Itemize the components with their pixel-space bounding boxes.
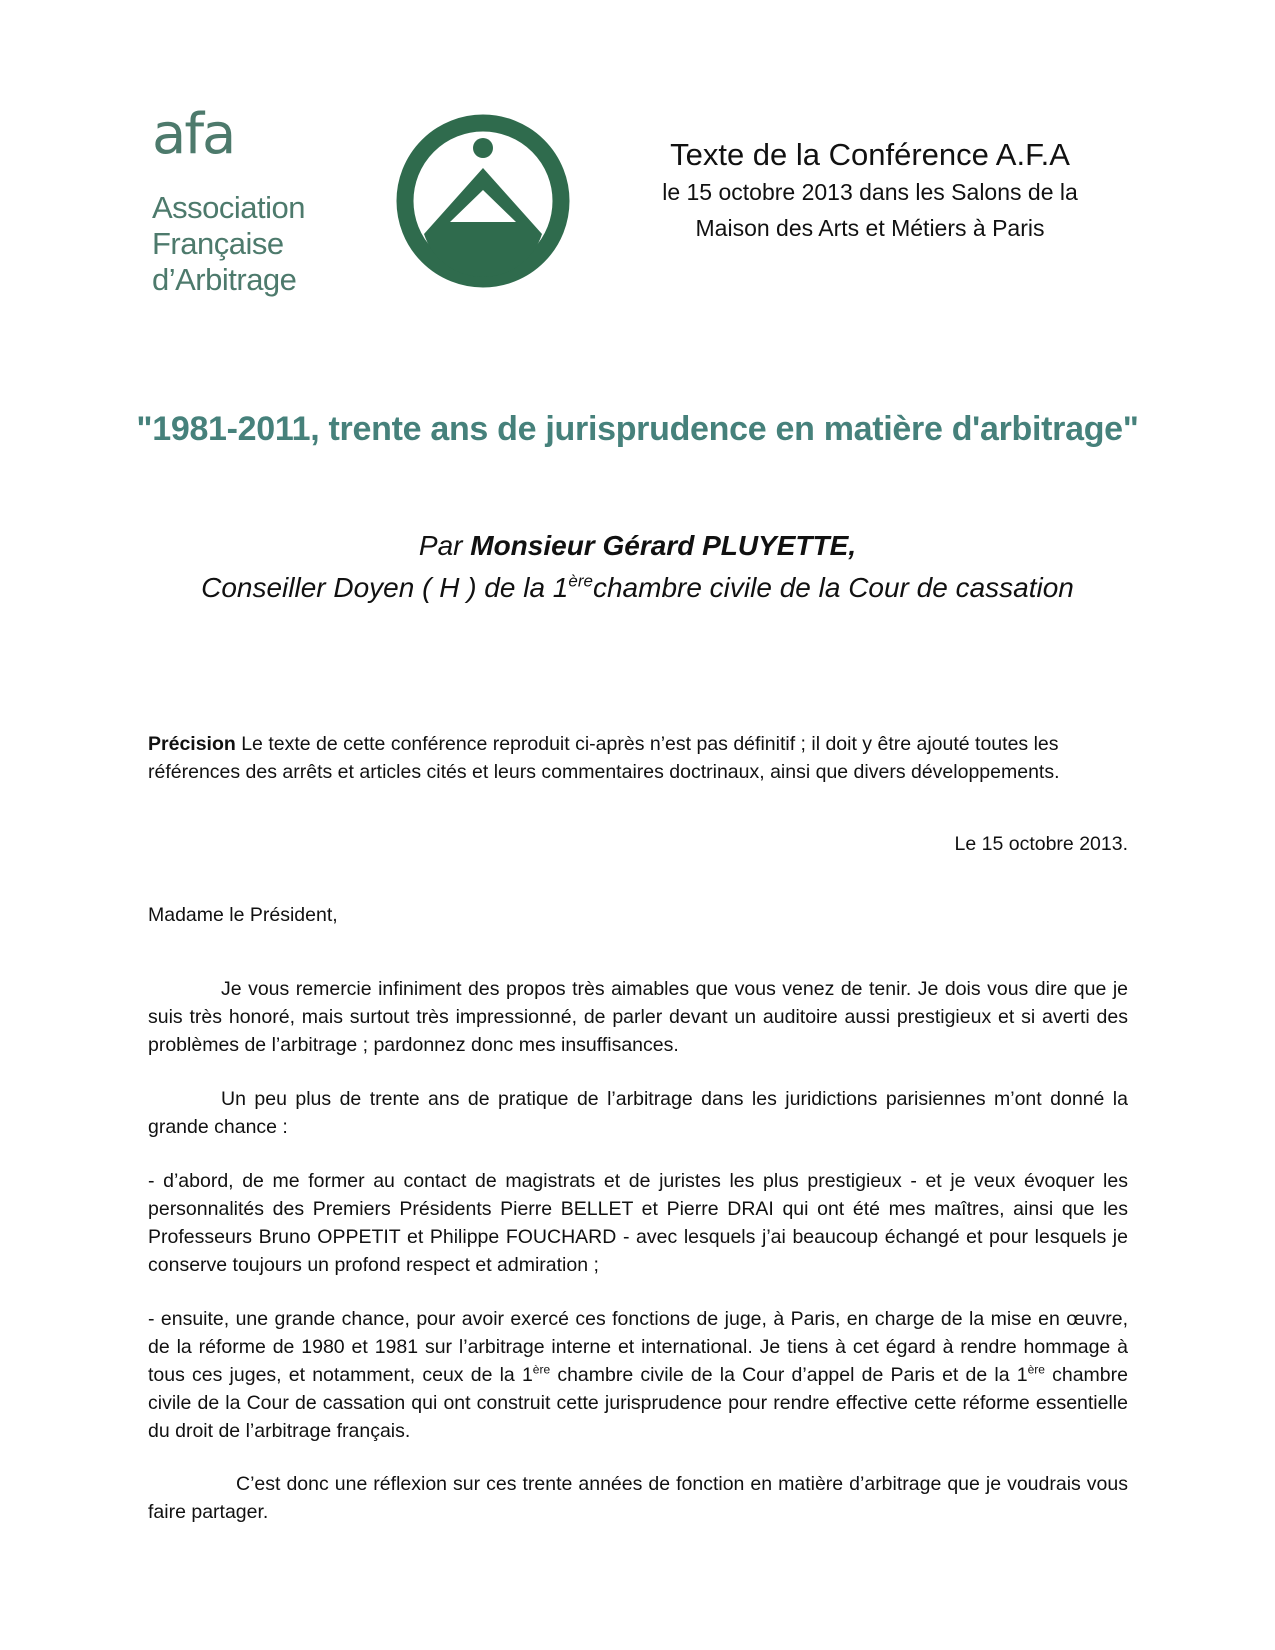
paragraph: Je vous remercie infiniment des propos très aimables que vous venez de tenir. Je dois vous dire que je suis très honoré, mais surtout très impressionné, de parler devant un auditoire aussi prestigieux et si averti des problèmes de l’arbitrage ; pardonnez donc mes insuffisances. — [148, 978, 1128, 1056]
precision-note — [148, 730, 1128, 786]
document-title: "1981-2011, trente ans de jurisprudence en matière d'arbitrage" — [136, 410, 1139, 448]
paragraph-text: chambre civile de la Cour de cassation qui ont construit cette jurisprudence pour rendre effective cette réforme essentielle du droit de l’arbitrage français. — [148, 1364, 1128, 1442]
author-prefix: Par — [418, 530, 471, 561]
precision-text: Le texte de cette conférence reproduit ci-après n’est pas définitif ; il doit y être ajouté toutes les références des arrêts et articles cités et leurs commentaires doctrinaux, ainsi que divers développements. — [148, 733, 1060, 783]
author-name: Monsieur Gérard PLUYETTE, — [470, 530, 857, 561]
afa-logo — [152, 102, 306, 298]
conference-header — [620, 136, 1120, 246]
author-block — [0, 525, 1275, 609]
logo-name-line: d’Arbitrage — [152, 262, 297, 297]
paragraph-sup: ère — [532, 1362, 551, 1377]
author-line — [0, 525, 1275, 567]
paragraph-sup: ère — [1027, 1362, 1045, 1377]
paragraph-text: chambre civile de la Cour d’appel de Paris et de la 1 — [550, 1364, 1028, 1386]
paragraph: Un peu plus de trente ans de pratique de l’arbitrage dans les juridictions parisiennes m’ont donné la grande chance : — [148, 1088, 1128, 1138]
conference-title: Texte de la Conférence A.F.A — [670, 137, 1070, 172]
logo-organization-name — [152, 190, 305, 298]
afa-emblem-icon — [390, 108, 576, 294]
author-role-sup: ère — [568, 571, 593, 591]
paragraph — [148, 1305, 1128, 1445]
logo-acronym: afa — [152, 102, 235, 167]
paragraph-text: - ensuite, une grande chance, pour avoir exercé ces fonctions de juge, à Paris, en charge de la mise en œuvre, de la réforme de 1980 et 1981 sur l’arbitrage interne et international. Je tiens à cet égard à rendre hommage à tous ces juges, et notamment, ceux de la 1 — [148, 1308, 1128, 1386]
author-role-text: Conseiller Doyen ( H ) de la 1 — [201, 572, 569, 603]
conference-venue-line: Maison des Arts et Métiers à Paris — [695, 215, 1045, 241]
precision-label: Précision — [148, 733, 236, 755]
paragraph: C’est donc une réflexion sur ces trente années de fonction en matière d’arbitrage que je voudrais vous faire partager. — [148, 1473, 1128, 1523]
letter-date: Le 15 octobre 2013. — [954, 833, 1128, 855]
author-role — [0, 567, 1275, 609]
logo-name-line: Française — [152, 226, 284, 261]
logo-name-line: Association — [152, 190, 306, 225]
salutation: Madame le Président, — [148, 904, 338, 926]
conference-date-line: le 15 octobre 2013 dans les Salons de la — [662, 179, 1078, 205]
author-role-text: chambre civile de la Cour de cassation — [592, 572, 1074, 603]
paragraph: - d’abord, de me former au contact de magistrats et de juristes les plus prestigieux - et je veux évoquer les personnalités des Premiers Présidents Pierre BELLET et Pierre DRAI qui ont été mes maîtres, ainsi que les Professeurs Bruno OPPETIT et Philippe FOUCHARD - avec lesquels j’ai beaucoup échangé et pour lesquels je conserve toujours un profond respect et admiration ; — [148, 1170, 1128, 1276]
